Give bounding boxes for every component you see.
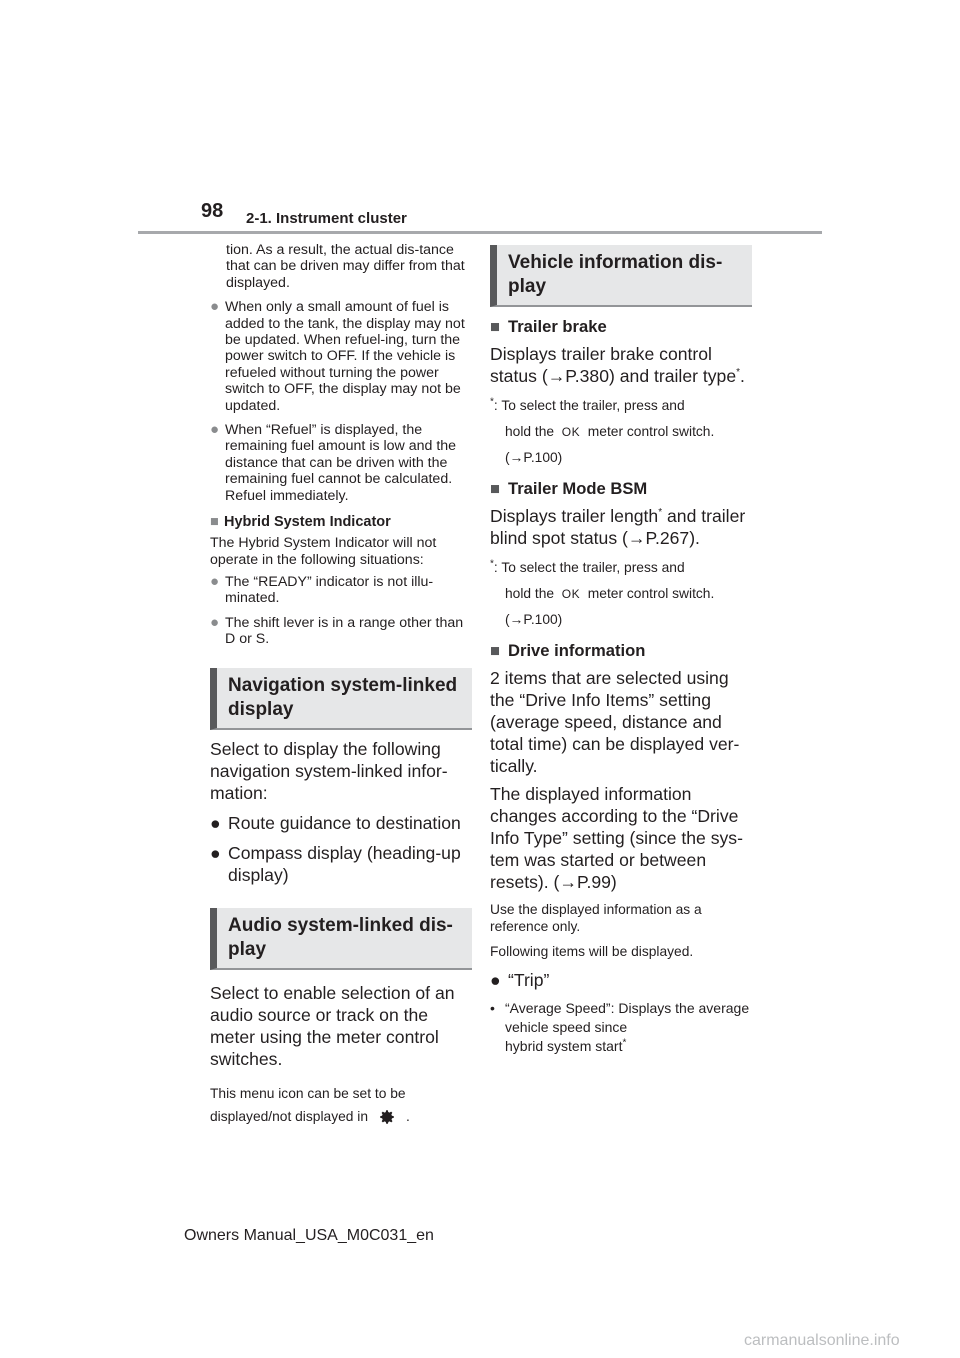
footnote-text: To select the trailer, press and: [501, 560, 685, 575]
trailer-brake-text-b: ) and trailer type: [609, 366, 737, 386]
footnote-ref: (→P.100): [505, 450, 563, 465]
ok-button-icon: OK: [561, 587, 581, 601]
footnote-ref: (→P.100): [505, 612, 563, 627]
footnote-text: meter control switch.: [587, 424, 715, 439]
bullet-icon: ●: [490, 970, 501, 990]
footnote: *: To select the trailer, press and: [490, 558, 685, 575]
drive-info-heading: [490, 641, 752, 661]
note-item: [210, 422, 472, 504]
nav-display-heading: Navigation system-linked display: [210, 668, 472, 730]
footnote-text: hold the: [505, 424, 555, 439]
audio-display-heading: Audio system-linked dis-play: [210, 908, 472, 970]
audio-text: Select to enable selection of an audio source or track on the meter using the meter control switches.: [210, 982, 455, 1069]
footnote: *: To select the trailer, press and: [490, 396, 685, 413]
square-bullet-icon: ■: [490, 641, 501, 660]
circle-bullet-icon: ●: [210, 298, 220, 316]
dot-bullet-icon: •: [490, 1000, 495, 1016]
drive-info-text: The displayed information changes according to the “Drive Info Type” setting (since the sys-tem was started or between resets). (→P.99): [490, 784, 743, 892]
continued-text: tion. As a result, the actual dis-tance that can be driven may differ from that displayed.: [226, 242, 465, 291]
footnote-text: To select the trailer, press and: [501, 398, 685, 413]
square-bullet-icon: ■: [490, 479, 501, 498]
square-bullet-icon: ■: [490, 317, 501, 336]
dot-list-text: hybrid system start: [505, 1038, 623, 1054]
page-header: [0, 0, 960, 240]
footnote-text: hold the: [505, 586, 555, 601]
bsm-text-a: Displays trailer length: [490, 506, 659, 526]
drive-note: Use the displayed information as a reference only.: [490, 902, 702, 934]
gear-icon: [376, 1108, 398, 1126]
note-text: The “READY” indicator is not illu-minated.: [225, 573, 434, 607]
list-item: [210, 812, 472, 834]
ok-button-icon: OK: [561, 425, 581, 439]
drive-info-heading-text: Drive information: [508, 641, 646, 660]
hybrid-indicator-heading: [210, 514, 472, 531]
circle-bullet-icon: ●: [210, 421, 220, 439]
left-column: [210, 242, 472, 1128]
trailer-bsm-heading: [490, 479, 752, 499]
trailer-bsm-text: Displays trailer length* and trailer blind spot status (→P.267).: [490, 506, 746, 548]
square-bullet-icon: ■: [210, 514, 219, 531]
nav-text: Select to display the following navigation system-linked infor-mation:: [210, 738, 448, 803]
audio-note-text: This menu icon can be set to be displayed/not displayed in: [210, 1085, 406, 1124]
hybrid-text: The Hybrid System Indicator will not operate in the following situations:: [210, 535, 437, 568]
audio-note-end: .: [406, 1108, 410, 1124]
bullet-icon: ●: [210, 812, 221, 833]
trailer-brake-text: Displays trailer brake control status (→P.380) and trailer type*.: [490, 344, 745, 386]
list-item-text: “Trip”: [508, 970, 550, 990]
bullet-icon: ●: [210, 842, 221, 863]
list-item: [210, 842, 472, 886]
circle-bullet-icon: ●: [210, 572, 220, 590]
right-column: [490, 242, 752, 1056]
section-title: 2-1. Instrument cluster: [246, 210, 407, 227]
note-item: [210, 574, 472, 607]
dot-list-text: “Average Speed”: Displays the average vehicle speed since: [505, 1000, 750, 1035]
header-divider: [138, 231, 822, 234]
list-item-text: Route guidance to destination: [228, 812, 461, 833]
list-item: [490, 969, 752, 991]
footnote-cont: [490, 423, 752, 441]
circle-bullet-icon: ●: [210, 613, 220, 631]
note-text: When “Refuel” is displayed, the remaining fuel amount is low and the distance that can be driven with the remaining fuel cannot be calculated. Refuel immediately.: [225, 422, 457, 504]
drive-note: Following items will be displayed.: [490, 944, 694, 959]
trailer-brake-text-a: Displays trailer brake control status (: [490, 344, 712, 386]
note-text: When only a small amount of fuel is added to the tank, the display may not be updated. When refuel-ing, turn the power switch to OFF. If the vehicle is refueled without turning the power switch to OFF, the display may not be updated.: [225, 299, 465, 414]
trailer-brake-heading: [490, 317, 752, 337]
note-item: [210, 299, 472, 414]
trailer-bsm-heading-text: Trailer Mode BSM: [508, 479, 648, 498]
note-text: The shift lever is in a range other than D or S.: [225, 614, 464, 648]
manual-id: Owners Manual_USA_M0C031_en: [184, 1227, 434, 1244]
footnote-cont: [490, 585, 752, 603]
hybrid-heading-text: Hybrid System Indicator: [224, 514, 391, 531]
footnote-text: meter control switch.: [587, 586, 715, 601]
watermark: carmanualsonline.info: [744, 1332, 900, 1349]
list-item-text: Compass display (heading-up display): [228, 842, 461, 885]
vehicle-info-heading: Vehicle information dis-play: [490, 245, 752, 307]
trailer-brake-heading-text: Trailer brake: [508, 317, 607, 336]
bsm-text-b: and trailer blind spot status (→P.267).: [490, 506, 746, 548]
dot-list-item: • “Average Speed”: Displays the average vehicle speed since hybrid system start*: [490, 1000, 750, 1054]
note-item: [210, 615, 472, 648]
drive-info-text: 2 items that are selected using the “Drive Info Items” setting (average speed, distance and total time) can be displayed ver-tically.: [490, 668, 740, 776]
page-reference: →P.380: [547, 366, 609, 386]
page-number: 98: [201, 200, 224, 222]
audio-note: [210, 1082, 472, 1128]
